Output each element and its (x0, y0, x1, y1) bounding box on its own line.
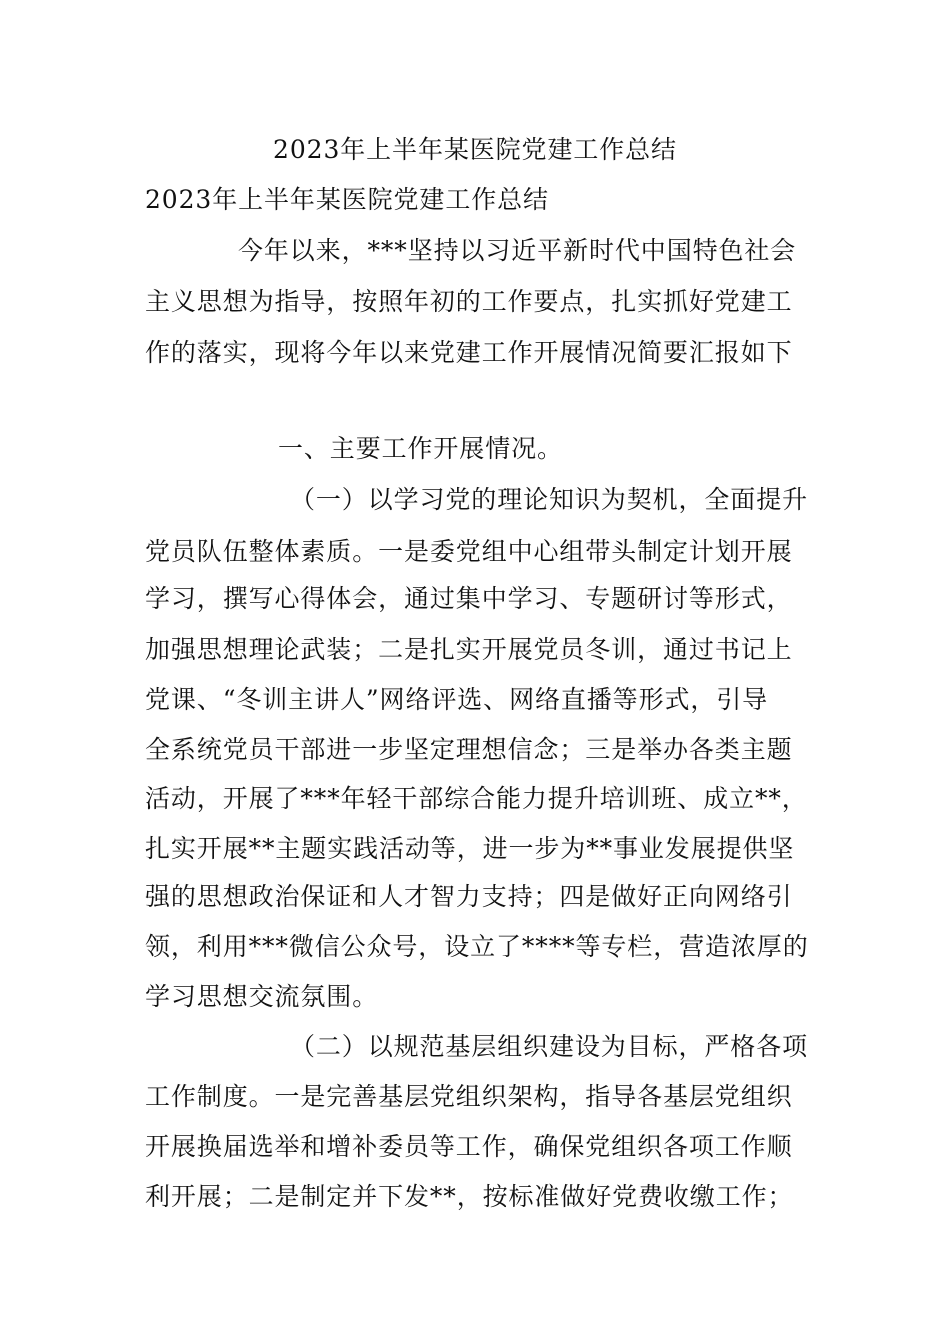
para2-line-4: 利开展；二是制定并下发**，按标准做好党费收缴工作； (145, 1182, 794, 1211)
section-heading: 一、主要工作开展情况。 (278, 434, 563, 463)
intro-line-3: 作的落实，现将今年以来党建工作开展情况简要汇报如下 (145, 338, 793, 367)
para1-line-8: 扎实开展**主题实践活动等，进一步为**事业发展提供坚 (145, 834, 795, 863)
para1-line-2: 党员队伍整体素质。一是委党组中心组带头制定计划开展 (145, 537, 793, 566)
para1-line-10: 领，利用***微信公众号，设立了****等专栏，营造浓厚的 (145, 932, 809, 961)
para1-line-3: 学习，撰写心得体会，通过集中学习、专题研讨等形式， (145, 584, 793, 613)
para1-line-7: 活动，开展了***年轻干部综合能力提升培训班、成立**， (145, 784, 808, 813)
para1-line-9: 强的思想政治保证和人才智力支持；四是做好正向网络引 (145, 882, 793, 911)
para2-line-2: 工作制度。一是完善基层党组织架构，指导各基层党组织 (145, 1082, 793, 1111)
para1-line-4: 加强思想理论武装；二是扎实开展党员冬训，通过书记上 (145, 635, 793, 664)
intro-line-2: 主义思想为指导，按照年初的工作要点，扎实抓好党建工 (145, 287, 793, 316)
para1-line-11: 学习思想交流氛围。 (145, 982, 379, 1011)
document-title: 2023年上半年某医院党建工作总结 (273, 135, 677, 164)
para1-line-6: 全系统党员干部进一步坚定理想信念；三是举办各类主题 (145, 735, 793, 764)
para1-line-5: 党课、“冬训主讲人”网络评选、网络直播等形式，引导 (145, 685, 769, 714)
document-subtitle: 2023年上半年某医院党建工作总结 (145, 185, 549, 214)
para1-line-1: （一）以学习党的理论知识为契机，全面提升 (290, 485, 809, 514)
para2-line-1: （二）以规范基层组织建设为目标，严格各项 (290, 1032, 809, 1061)
intro-line-1: 今年以来，***坚持以习近平新时代中国特色社会 (238, 236, 797, 265)
para2-line-3: 开展换届选举和增补委员等工作，确保党组织各项工作顺 (145, 1132, 793, 1161)
